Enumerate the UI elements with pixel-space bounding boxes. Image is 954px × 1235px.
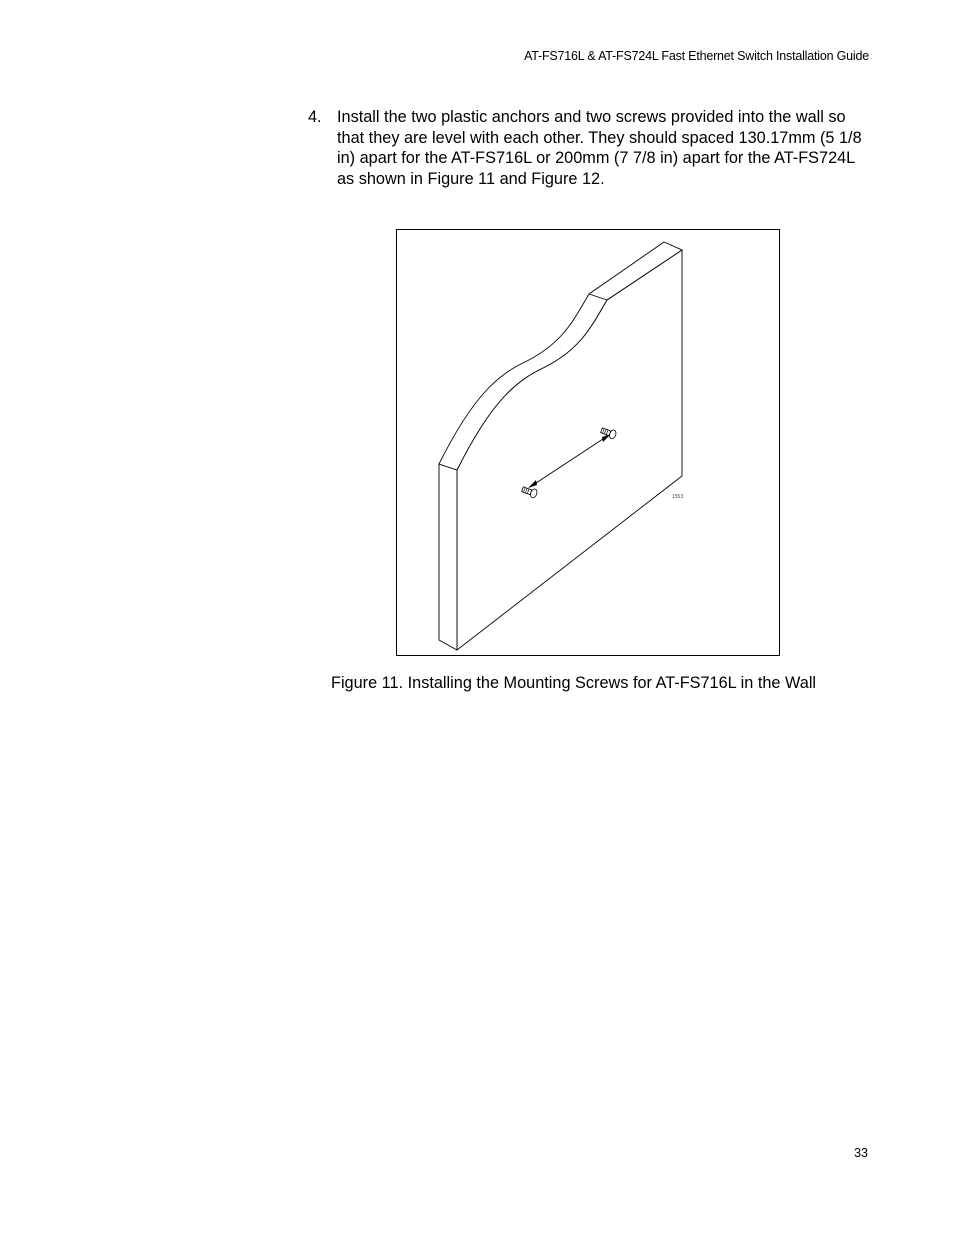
figure-id-label: 1553 — [672, 494, 684, 500]
running-header: AT-FS716L & AT-FS724L Fast Ethernet Switch Installation Guide — [524, 49, 869, 63]
page-number: 33 — [854, 1146, 868, 1160]
wall-panel-front — [457, 250, 682, 650]
wall-screws-drawing — [397, 230, 781, 657]
figure-illustration — [396, 229, 780, 656]
wall-panel-edge — [439, 464, 457, 650]
step-text: Install the two plastic anchors and two screws provided into the wall so that they are level with each other. They should spaced 130.17mm (5 1/8 in) apart for the AT-FS716L or 200mm (7 7/8 in) apart for the AT-FS724L as shown in Figure 11 and Figure 12. — [337, 108, 862, 188]
step-number: 4. — [308, 108, 322, 126]
figure-caption: Figure 11. Installing the Mounting Screws for AT-FS716L in the Wall — [331, 674, 817, 692]
